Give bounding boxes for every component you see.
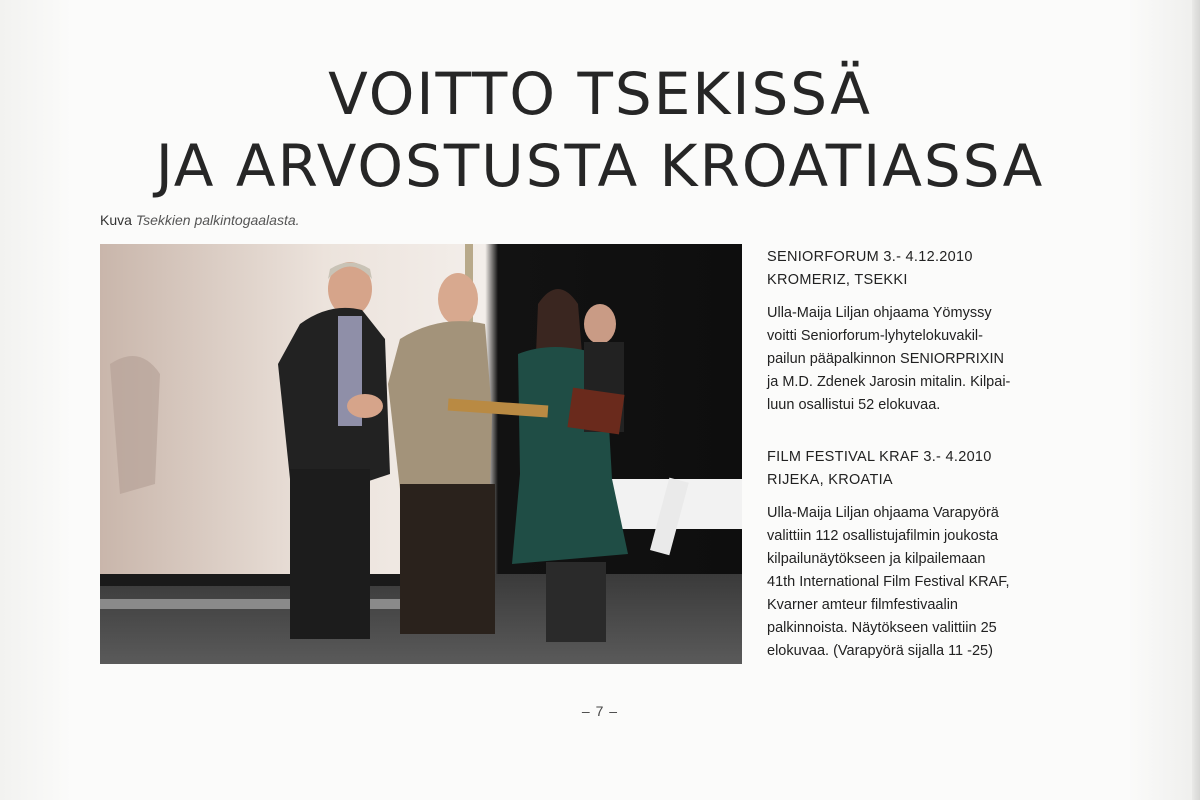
photo-caption [100,212,300,228]
body-line: Ulla-Maija Liljan ohjaama Varapyörä [767,505,999,521]
heading-line: SENIORFORUM 3.- 4.12.2010 [767,249,973,265]
heading-line: KROMERIZ, TSEKKI [767,272,908,288]
body-line: ja M.D. Zdenek Jarosin mitalin. Kilpai- [767,374,1011,390]
body-line: elokuvaa. (Varapyörä sijalla 11 -25) [767,643,993,659]
article-heading [767,246,1067,292]
heading-line: FILM FESTIVAL KRAF 3.- 4.2010 [767,449,992,465]
body-line: valittiin 112 osallistujafilmin joukosta [767,528,999,544]
body-line: 41th International Film Festival KRAF, [767,574,1010,590]
article-film-festival-kraf [767,446,1067,663]
article-body [767,502,1067,663]
body-line: voitti Seniorforum-lyhytelokuvakil- [767,328,983,344]
body-line: Ulla-Maija Liljan ohjaama Yömyssy [767,305,992,321]
caption-text: Tsekkien palkintogaalasta. [135,212,300,228]
article-heading [767,446,1067,492]
caption-label: Kuva [100,212,132,228]
page-number: – 7 – [581,703,619,719]
article-seniorforum [767,246,1067,417]
heading-line: RIJEKA, KROATIA [767,472,893,488]
headline-line-2: JA ARVOSTUSTA KROATIASSA [155,132,1045,200]
body-line: luun osallistui 52 elokuvaa. [767,397,941,413]
headline-line-1: VOITTO TSEKISSÄ [328,60,872,128]
article-body [767,302,1067,417]
body-line: palkinnoista. Näytökseen valittiin 25 [767,620,997,636]
body-line: kilpailunäytökseen ja kilpailemaan [767,551,986,567]
body-line: Kvarner amteur filmfestivaalin [767,597,958,613]
body-line: pailun pääpalkinnon SENIORPRIXIN [767,351,1004,367]
photo-illustration [100,244,742,664]
award-ceremony-photo [100,244,742,664]
